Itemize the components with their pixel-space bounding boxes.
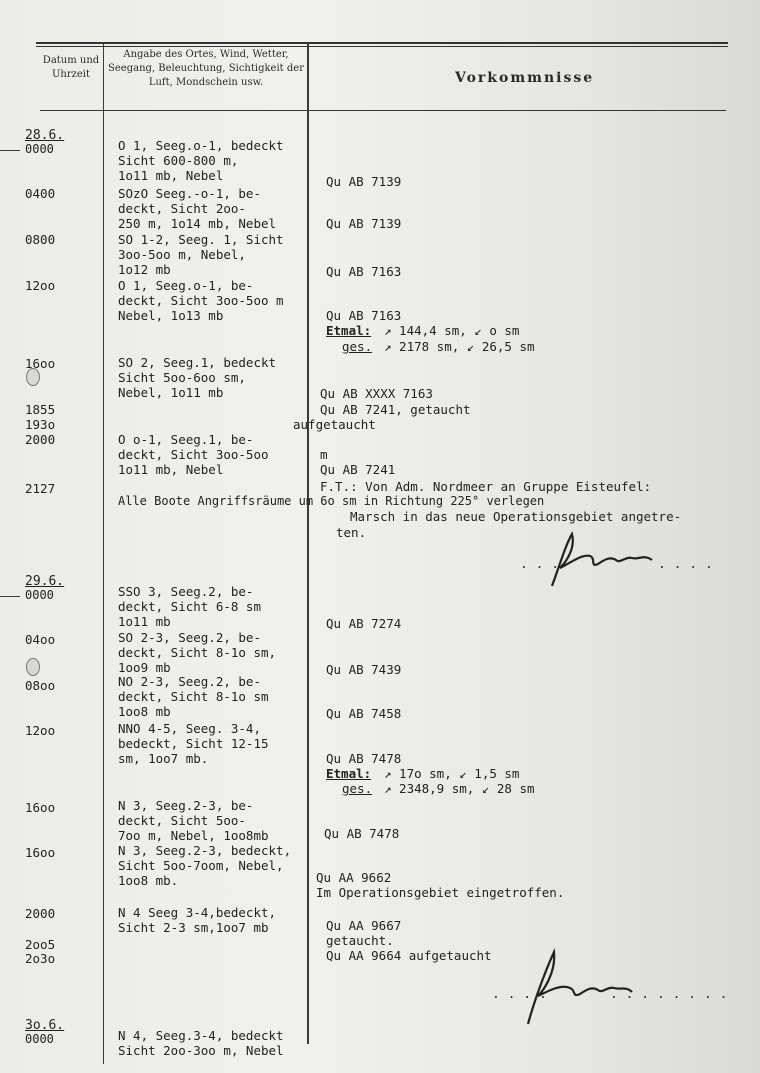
weather-line: SO 2, Seeg.1, bedeckt <box>118 355 277 370</box>
weather-line: deckt, Sicht 5oo- <box>118 813 246 828</box>
event-line: Qu AB 7139 <box>326 216 402 231</box>
weather-line: NO 2-3, Seeg.2, be- <box>118 674 261 689</box>
time-label: 0400 <box>25 186 56 201</box>
weather-line: Sicht 5oo-6oo sm, <box>118 370 246 385</box>
weather-line: deckt, Sicht 3oo-5oo m <box>118 293 284 308</box>
event-line: Qu AB 7439 <box>326 662 402 677</box>
event-line: aufgetaucht <box>293 417 376 432</box>
event-line: Qu AB 7163 <box>326 308 402 323</box>
event-line: Im Operationsgebiet eingetroffen. <box>316 885 565 900</box>
ges-value: ↗ 2348,9 sm, ↙ 28 sm <box>384 781 535 796</box>
weather-line: 1o11 mb, Nebel <box>118 462 224 477</box>
event-line-full-width: Alle Boote Angriffsräume um 6o sm in Richtung 225° verlegen <box>118 494 545 508</box>
time-label: 2127 <box>25 481 56 496</box>
time-0000-2806: 0000 <box>25 142 54 156</box>
weather-line: Sicht 5oo-7oom, Nebel, <box>118 858 284 873</box>
etmal-value: ↗ 17o sm, ↙ 1,5 sm <box>384 766 520 781</box>
weather-line: Sicht 600-800 m, <box>118 153 239 168</box>
time-label: 12oo <box>25 278 56 293</box>
signature-image <box>492 946 728 1026</box>
weather-line: N 3, Seeg.2-3, bedeckt, <box>118 843 292 858</box>
weather-line: SOzO Seeg.-o-1, be- <box>118 186 261 201</box>
weather-line: SO 1-2, Seeg. 1, Sicht <box>118 232 284 247</box>
event-line: Qu AB 7478 <box>324 826 400 841</box>
weather-line: deckt, Sicht 2oo- <box>118 201 246 216</box>
time-label: 2000 <box>25 432 56 447</box>
weather-line: Nebel, 1o11 mb <box>118 385 224 400</box>
ges-value: ↗ 2178 sm, ↙ 26,5 sm <box>384 339 535 354</box>
weather-line: Nebel, 1o13 mb <box>118 308 224 323</box>
time-label: 04oo <box>25 632 56 647</box>
weather-line: sm, 1oo7 mb. <box>118 751 209 766</box>
punch-hole <box>26 658 40 676</box>
weather-line: O 1, Seeg.o-1, bedeckt <box>118 138 284 153</box>
weather-line: N 4, Seeg.3-4, bedeckt <box>118 1028 284 1043</box>
weather-line: 250 m, 1o14 mb, Nebel <box>118 216 277 231</box>
weather-line: 1oo8 mb. <box>118 873 179 888</box>
time-label: 193o <box>25 417 56 432</box>
time-label: 08oo <box>25 678 56 693</box>
margin-mark <box>0 150 20 151</box>
event-line: Marsch in das neue Operationsgebiet angetre- <box>350 509 682 524</box>
weather-line: N 3, Seeg.2-3, be- <box>118 798 254 813</box>
weather-line: deckt, Sicht 8-1o sm <box>118 689 269 704</box>
event-line: Qu AB 7241, getaucht <box>320 402 471 417</box>
weather-line: 1o11 mb, Nebel <box>118 168 224 183</box>
weather-line: deckt, Sicht 6-8 sm <box>118 599 261 614</box>
event-line: Qu AB 7274 <box>326 616 402 631</box>
time-label: 16oo <box>25 800 56 815</box>
etmal-value: ↗ 144,4 sm, ↙ o sm <box>384 323 520 338</box>
header-location-weather: Angabe des Ortes, Wind, Wetter, Seegang, Beleuchtung, Sichtigkeit der Luft, Mondschein usw. <box>108 49 304 88</box>
column-divider-1 <box>103 44 104 1064</box>
weather-line: bedeckt, Sicht 12-15 <box>118 736 269 751</box>
weather-line: O 1, Seeg.o-1, be- <box>118 278 254 293</box>
time-label: 1855 <box>25 402 56 417</box>
ges-label: ges. <box>342 339 373 354</box>
time-label: 16oo <box>25 845 56 860</box>
svg-text:. . . .: . . . . <box>492 987 547 1002</box>
date-label: 28.6. <box>25 128 65 143</box>
weather-line: 3oo-5oo m, Nebel, <box>118 247 246 262</box>
header-bottom-rule <box>40 110 726 111</box>
svg-text:. . .: . . . <box>520 557 560 572</box>
event-line: Qu AA 9664 aufgetaucht <box>326 948 492 963</box>
etmal-label: Etmal: <box>326 323 372 338</box>
event-line: Qu AB XXXX 7163 <box>320 386 433 401</box>
event-line: m <box>320 447 328 462</box>
time-label: 0000 <box>25 588 54 602</box>
weather-line: Sicht 2oo-3oo m, Nebel <box>118 1043 284 1058</box>
weather-line: 1o12 mb <box>118 262 171 277</box>
svg-text:. . . .: . . . . <box>658 557 713 572</box>
event-line: getaucht. <box>326 933 394 948</box>
weather-line: 1oo8 mb <box>118 704 171 719</box>
weather-line: deckt, Sicht 3oo-5oo <box>118 447 269 462</box>
signature-image <box>520 524 720 594</box>
column-divider-2 <box>307 44 309 1044</box>
weather-line: SO 2-3, Seeg.2, be- <box>118 630 261 645</box>
event-line: ten. <box>336 525 367 540</box>
header-date-time: Datum und Uhrzeit <box>42 55 100 80</box>
weather-line: O o-1, Seeg.1, be- <box>118 432 254 447</box>
weather-line: Sicht 2-3 sm,1oo7 mb <box>118 920 269 935</box>
event-line: F.T.: Von Adm. Nordmeer an Gruppe Eisteufel: <box>320 479 652 494</box>
event-line: Qu AB 7478 <box>326 751 402 766</box>
event-line: Qu AA 9667 <box>326 918 402 933</box>
time-label: 2oo5 <box>25 937 56 952</box>
header-top-rule <box>36 42 728 44</box>
time-label: 16oo <box>25 356 56 371</box>
weather-line: 1o11 mb <box>118 614 171 629</box>
time-label: 0800 <box>25 232 56 247</box>
weather-line: SSO 3, Seeg.2, be- <box>118 584 254 599</box>
svg-text:. . . . . . . .: . . . . . . . . <box>610 987 728 1002</box>
weather-line: 1oo9 mb <box>118 660 171 675</box>
weather-line: N 4 Seeg 3-4,bedeckt, <box>118 905 277 920</box>
header-events: Vorkommnisse <box>455 70 595 86</box>
time-label: 0000 <box>25 1032 54 1046</box>
weather-line: 7oo m, Nebel, 1oo8mb <box>118 828 269 843</box>
date-label: 3o.6. <box>25 1018 65 1033</box>
time-label: 12oo <box>25 723 56 738</box>
event-line: Qu AB 7139 <box>326 174 402 189</box>
etmal-label: Etmal: <box>326 766 372 781</box>
event-line: Qu AB 7163 <box>326 264 402 279</box>
header-top-rule-2 <box>36 46 728 47</box>
margin-mark <box>0 596 20 597</box>
weather-line: NNO 4-5, Seeg. 3-4, <box>118 721 261 736</box>
time-label: 2000 <box>25 906 56 921</box>
event-line: Qu AB 7458 <box>326 706 402 721</box>
event-line: Qu AB 7241 <box>320 462 396 477</box>
event-line: Qu AA 9662 <box>316 870 392 885</box>
time-label: 2o3o <box>25 951 56 966</box>
ges-label: ges. <box>342 781 373 796</box>
weather-line: deckt, Sicht 8-1o sm, <box>118 645 277 660</box>
date-label: 29.6. <box>25 574 65 589</box>
